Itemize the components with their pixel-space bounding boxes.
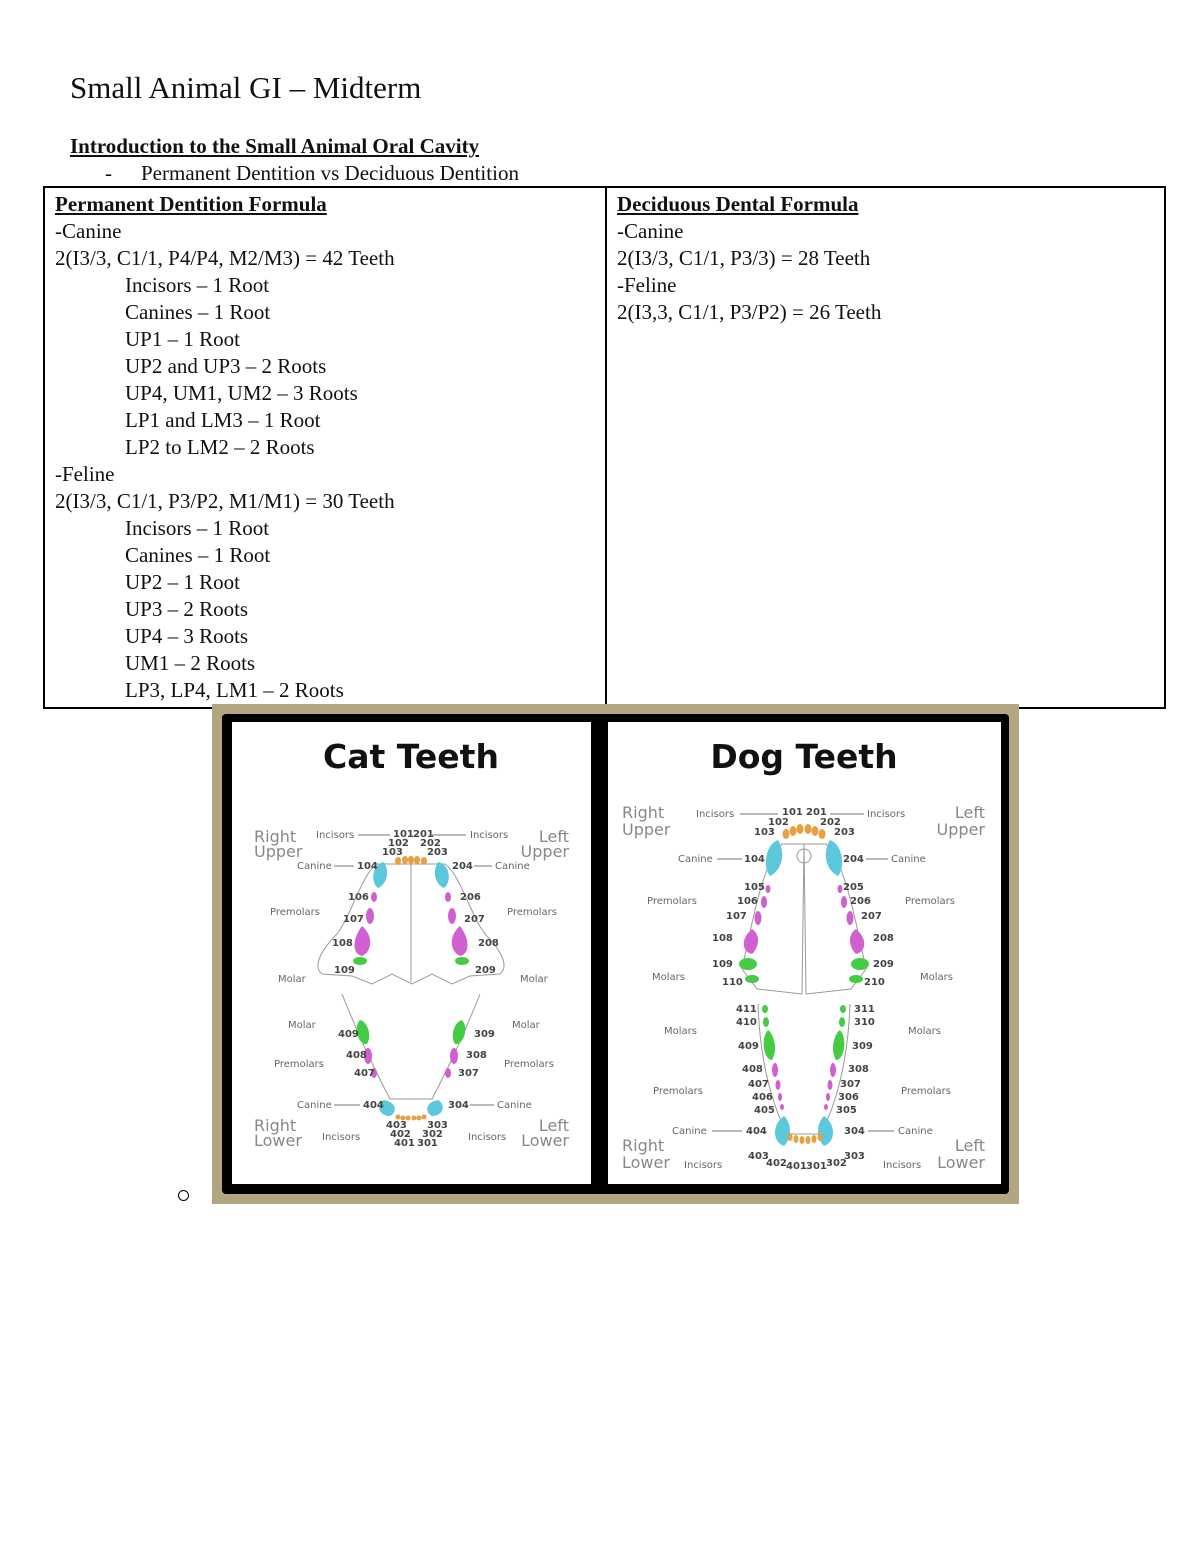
cat-num-304: 304: [448, 1100, 469, 1111]
dog-num-203: 203: [834, 827, 855, 838]
tooth: [772, 1063, 778, 1077]
tooth: [745, 975, 759, 983]
dog-num-306: 306: [838, 1092, 859, 1103]
tooth: [422, 1115, 427, 1120]
cat-label-molar-ur: Molar: [278, 974, 306, 985]
root-line: UM1 – 2 Roots: [125, 651, 256, 675]
cat-num-107: 107: [343, 914, 364, 925]
deciduous-canine-label: -Canine: [617, 219, 684, 243]
deciduous-feline-formula: 2(I3,3, C1/1, P3/P2) = 26 Teeth: [617, 300, 882, 324]
dog-num-101: 101: [782, 807, 803, 818]
cat-label-incisors-l: Incisors: [470, 830, 509, 841]
dog-num-307: 307: [840, 1079, 861, 1090]
tooth: [371, 892, 377, 902]
tooth: [849, 975, 863, 983]
dog-left-upper-1: Left: [954, 803, 985, 822]
dog-num-103: 103: [754, 827, 775, 838]
cat-label-molar-ul: Molar: [520, 974, 548, 985]
cat-num-309: 309: [474, 1029, 495, 1040]
dog-right-upper-2: Upper: [622, 820, 671, 839]
cat-label-incisors-r: Incisors: [316, 830, 355, 841]
tooth: [762, 1005, 768, 1013]
dog-left-upper-2: Upper: [936, 820, 985, 839]
tooth: [838, 885, 843, 893]
tooth: [826, 1093, 830, 1101]
root-line: UP4 – 3 Roots: [125, 624, 249, 648]
cat-label-canine-l: Canine: [495, 861, 530, 872]
cat-label-canine-r: Canine: [297, 861, 332, 872]
dog-num-403: 403: [748, 1151, 769, 1162]
dog-num-308: 308: [848, 1064, 869, 1075]
tooth: [448, 908, 456, 924]
cat-left-lower-1: Left: [538, 1116, 569, 1135]
cat-label-premolars-ul: Premolars: [507, 907, 557, 918]
dog-label-incisors-ul: Incisors: [867, 809, 906, 820]
cat-right-upper-1: Right: [254, 827, 297, 846]
section-heading: Introduction to the Small Animal Oral Cavity: [70, 134, 480, 158]
dog-num-310: 310: [854, 1017, 875, 1028]
dog-num-404: 404: [746, 1126, 767, 1137]
tooth: [763, 1017, 769, 1027]
cat-num-302: 302: [422, 1129, 443, 1140]
cat-label-canine-lr: Canine: [297, 1100, 332, 1111]
tooth: [800, 1136, 805, 1144]
cat-num-301: 301: [417, 1138, 438, 1149]
dog-num-204: 204: [843, 854, 864, 865]
cat-num-209: 209: [475, 965, 496, 976]
dog-num-401: 401: [786, 1161, 807, 1172]
tooth: [783, 829, 790, 839]
cat-num-108: 108: [332, 938, 353, 949]
cat-label-premolars-ll: Premolars: [504, 1059, 554, 1070]
dog-num-205: 205: [843, 882, 864, 893]
dog-right-upper-1: Right: [622, 803, 665, 822]
deciduous-canine-formula: 2(I3/3, C1/1, P3/3) = 28 Teeth: [617, 246, 871, 270]
cat-num-408: 408: [346, 1050, 367, 1061]
dog-label-incisors-ll: Incisors: [883, 1160, 922, 1171]
root-line: Incisors – 1 Root: [125, 273, 270, 297]
dog-left-lower-1: Left: [954, 1136, 985, 1155]
permanent-column: [44, 187, 606, 708]
root-line: UP2 and UP3 – 2 Roots: [125, 354, 327, 378]
dog-label-molars-lr: Molars: [664, 1026, 697, 1037]
cat-num-202: 202: [420, 838, 441, 849]
cat-num-307: 307: [458, 1068, 479, 1079]
dog-num-410: 410: [736, 1017, 757, 1028]
root-line: Canines – 1 Root: [125, 543, 271, 567]
dog-num-202: 202: [820, 817, 841, 828]
tooth: [396, 1115, 401, 1120]
permanent-feline-formula: 2(I3/3, C1/1, P3/P2, M1/M1) = 30 Teeth: [55, 489, 395, 513]
dog-title: Dog Teeth: [710, 737, 898, 776]
tooth: [812, 826, 819, 836]
cat-right-lower-2: Lower: [254, 1131, 302, 1150]
bullet-item: [105, 161, 519, 186]
cat-label-molar-ll: Molar: [512, 1020, 540, 1031]
tooth: [812, 1135, 817, 1143]
cat-left-upper-1: Left: [538, 827, 569, 846]
deciduous-heading: Deciduous Dental Formula: [617, 192, 859, 216]
cat-num-409: 409: [338, 1029, 359, 1040]
cat-num-109: 109: [334, 965, 355, 976]
cat-label-molar-lr: Molar: [288, 1020, 316, 1031]
dog-num-110: 110: [722, 977, 743, 988]
root-line: LP1 and LM3 – 1 Root: [125, 408, 321, 432]
dog-label-premolars-lr: Premolars: [653, 1086, 703, 1097]
cat-right-lower-1: Right: [254, 1116, 297, 1135]
dog-num-309: 309: [852, 1041, 873, 1052]
permanent-feline-label: -Feline: [55, 462, 115, 486]
tooth: [851, 958, 869, 970]
tooth: [395, 857, 401, 865]
cat-num-403: 403: [386, 1120, 407, 1131]
deciduous-feline-label: -Feline: [617, 273, 677, 297]
dog-label-molars-ll: Molars: [908, 1026, 941, 1037]
dog-label-canine-ul: Canine: [891, 854, 926, 865]
dog-num-304: 304: [844, 1126, 865, 1137]
tooth: [839, 1017, 845, 1027]
dog-right-lower-2: Lower: [622, 1153, 670, 1172]
dentition-table: [43, 186, 1166, 709]
dog-label-canine-ll: Canine: [898, 1126, 933, 1137]
root-line: UP3 – 2 Roots: [125, 597, 249, 621]
cat-num-303: 303: [427, 1120, 448, 1131]
root-line: Canines – 1 Root: [125, 300, 271, 324]
cat-title: Cat Teeth: [323, 737, 499, 776]
dog-num-406: 406: [752, 1092, 773, 1103]
root-line: UP2 – 1 Root: [125, 570, 240, 594]
tooth: [806, 1136, 811, 1144]
cat-num-101: 101: [393, 829, 414, 840]
tooth: [805, 824, 812, 834]
dog-num-301: 301: [806, 1161, 827, 1172]
dog-left-lower-2: Lower: [937, 1153, 985, 1172]
tooth: [366, 908, 374, 924]
tooth: [414, 856, 420, 864]
tooth: [778, 1093, 782, 1101]
cat-num-404: 404: [363, 1100, 384, 1111]
cat-label-incisors-lr: Incisors: [322, 1132, 361, 1143]
teeth-diagram-figure: [212, 704, 1019, 1204]
root-line: UP1 – 1 Root: [125, 327, 240, 351]
dog-num-206: 206: [850, 896, 871, 907]
tooth: [455, 957, 469, 965]
cat-num-206: 206: [460, 892, 481, 903]
dog-num-302: 302: [826, 1158, 847, 1169]
tooth: [421, 857, 427, 865]
dog-num-107: 107: [726, 911, 747, 922]
cat-num-103: 103: [382, 847, 403, 858]
cat-left-upper-2: Upper: [520, 842, 569, 861]
dog-num-104: 104: [744, 854, 765, 865]
tooth: [450, 1048, 458, 1064]
deciduous-column: [606, 187, 1165, 708]
list-circle-bullet: [178, 1190, 189, 1201]
cat-num-308: 308: [466, 1050, 487, 1061]
permanent-canine-label: -Canine: [55, 219, 122, 243]
tooth: [788, 1133, 793, 1141]
tooth: [797, 824, 804, 834]
tooth: [412, 1116, 417, 1121]
dog-num-402: 402: [766, 1158, 787, 1169]
tooth: [830, 1063, 836, 1077]
cat-num-402: 402: [390, 1129, 411, 1140]
dog-num-207: 207: [861, 911, 882, 922]
tooth: [755, 911, 762, 925]
dog-num-108: 108: [712, 933, 733, 944]
tooth: [818, 1133, 823, 1141]
tooth: [402, 856, 408, 864]
tooth: [408, 856, 414, 864]
dog-num-201: 201: [806, 807, 827, 818]
cat-label-premolars-lr: Premolars: [274, 1059, 324, 1070]
root-line: UP4, UM1, UM2 – 3 Roots: [125, 381, 358, 405]
dog-num-411: 411: [736, 1004, 757, 1015]
tooth: [840, 1005, 846, 1013]
root-line: Incisors – 1 Root: [125, 516, 270, 540]
cat-num-207: 207: [464, 914, 485, 925]
tooth: [417, 1116, 422, 1121]
tooth: [824, 1104, 828, 1110]
dog-label-canine-lr: Canine: [672, 1126, 707, 1137]
cat-panel: [232, 722, 591, 1184]
cat-num-407: 407: [354, 1068, 375, 1079]
root-line: LP3, LP4, LM1 – 2 Roots: [125, 678, 344, 702]
tooth: [819, 829, 826, 839]
dog-num-208: 208: [873, 933, 894, 944]
dog-num-311: 311: [854, 1004, 875, 1015]
bullet-marker: -: [105, 161, 112, 185]
dog-num-409: 409: [738, 1041, 759, 1052]
dog-num-303: 303: [844, 1151, 865, 1162]
cat-num-401: 401: [394, 1138, 415, 1149]
dog-panel: [608, 722, 1001, 1184]
cat-num-201: 201: [413, 829, 434, 840]
cat-num-106: 106: [348, 892, 369, 903]
dog-label-molars-ul: Molars: [920, 972, 953, 983]
dog-num-109: 109: [712, 959, 733, 970]
cat-label-canine-ll: Canine: [497, 1100, 532, 1111]
tooth: [776, 1080, 781, 1090]
bullet-text: Permanent Dentition vs Deciduous Dentition: [141, 161, 519, 185]
tooth: [761, 896, 767, 908]
root-line: LP2 to LM2 – 2 Roots: [125, 435, 315, 459]
cat-num-104: 104: [357, 861, 378, 872]
dog-label-premolars-ur: Premolars: [647, 896, 697, 907]
dog-num-105: 105: [744, 882, 765, 893]
cat-label-incisors-ll: Incisors: [468, 1132, 507, 1143]
dog-label-incisors-ur: Incisors: [696, 809, 735, 820]
dog-num-305: 305: [836, 1105, 857, 1116]
dog-num-209: 209: [873, 959, 894, 970]
dog-right-lower-1: Right: [622, 1136, 665, 1155]
tooth: [766, 885, 771, 893]
tooth: [353, 957, 367, 965]
cat-left-lower-2: Lower: [521, 1131, 569, 1150]
cat-num-204: 204: [452, 861, 473, 872]
dog-label-canine-ur: Canine: [678, 854, 713, 865]
tooth: [445, 1068, 451, 1078]
dog-panel-bg: [608, 722, 1001, 1184]
tooth: [847, 911, 854, 925]
document-title: Small Animal GI – Midterm: [70, 70, 422, 105]
cat-right-upper-2: Upper: [254, 842, 303, 861]
tooth: [841, 896, 847, 908]
cat-num-208: 208: [478, 938, 499, 949]
dog-num-102: 102: [768, 817, 789, 828]
tooth: [739, 958, 757, 970]
tooth: [794, 1135, 799, 1143]
teeth-diagram: [212, 704, 1019, 1204]
dog-label-premolars-ul: Premolars: [905, 896, 955, 907]
tooth: [828, 1080, 833, 1090]
dog-label-incisors-lr: Incisors: [684, 1160, 723, 1171]
dog-label-molars-ur: Molars: [652, 972, 685, 983]
tooth: [445, 892, 451, 902]
dog-num-407: 407: [748, 1079, 769, 1090]
permanent-canine-formula: 2(I3/3, C1/1, P4/P4, M2/M3) = 42 Teeth: [55, 246, 395, 270]
tooth: [790, 826, 797, 836]
dog-num-405: 405: [754, 1105, 775, 1116]
dog-num-106: 106: [737, 896, 758, 907]
cat-label-premolars-ur: Premolars: [270, 907, 320, 918]
dog-num-408: 408: [742, 1064, 763, 1075]
tooth: [780, 1104, 784, 1110]
cat-num-203: 203: [427, 847, 448, 858]
dog-num-210: 210: [864, 977, 885, 988]
dog-label-premolars-ll: Premolars: [901, 1086, 951, 1097]
cat-num-102: 102: [388, 838, 409, 849]
permanent-heading: Permanent Dentition Formula: [55, 192, 327, 216]
